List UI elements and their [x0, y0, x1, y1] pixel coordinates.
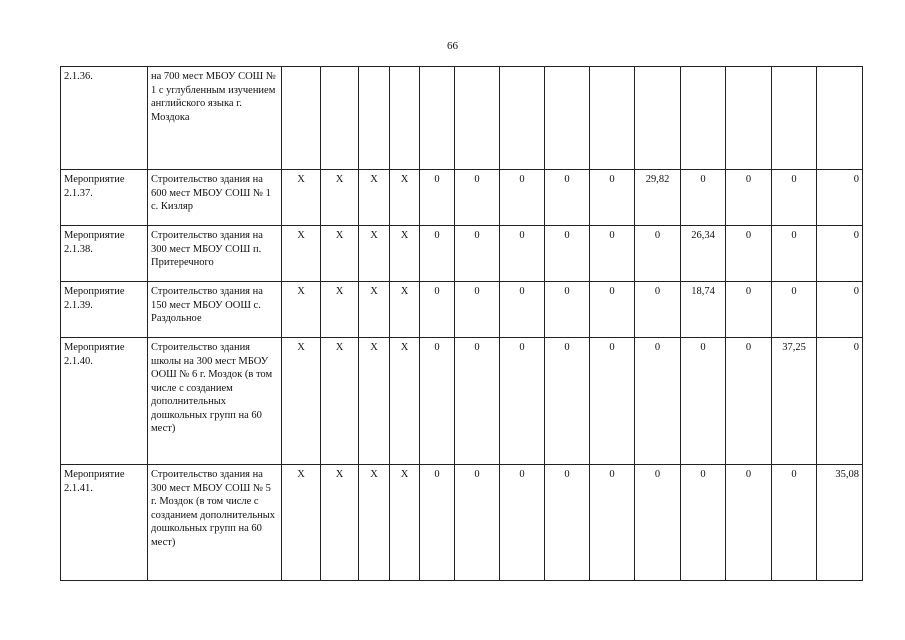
table-row	[61, 226, 863, 282]
value-cell: 0	[590, 170, 635, 226]
value-cell: 0	[817, 338, 863, 465]
value-cell: 0	[635, 226, 681, 282]
value-cell: 0	[455, 465, 500, 581]
value-cell: X	[321, 170, 359, 226]
activity-code-cell: Мероприятие 2.1.40.	[61, 338, 148, 465]
value-cell	[321, 67, 359, 170]
value-cell: 0	[455, 282, 500, 338]
value-cell: X	[282, 465, 321, 581]
value-cell	[545, 67, 590, 170]
activity-name-cell: на 700 мест МБОУ СОШ № 1 с углубленным изучением английского языка г. Моздока	[148, 67, 282, 170]
value-cell: X	[390, 338, 420, 465]
value-cell	[500, 67, 545, 170]
value-cell: 0	[681, 338, 726, 465]
value-cell: 0	[545, 282, 590, 338]
value-cell: X	[390, 282, 420, 338]
activity-code-cell: Мероприятие 2.1.39.	[61, 282, 148, 338]
value-cell: 0	[590, 282, 635, 338]
value-cell: 0	[726, 282, 772, 338]
value-cell: X	[359, 465, 390, 581]
value-cell: 29,82	[635, 170, 681, 226]
value-cell	[390, 67, 420, 170]
value-cell: 0	[455, 338, 500, 465]
value-cell	[359, 67, 390, 170]
value-cell: 0	[545, 338, 590, 465]
value-cell: X	[282, 226, 321, 282]
activity-code-cell: Мероприятие 2.1.37.	[61, 170, 148, 226]
activity-code-cell: Мероприятие 2.1.38.	[61, 226, 148, 282]
value-cell	[726, 67, 772, 170]
value-cell: X	[359, 170, 390, 226]
page-number: 66	[447, 40, 458, 52]
value-cell: 0	[545, 465, 590, 581]
value-cell: 0	[681, 170, 726, 226]
value-cell	[681, 67, 726, 170]
value-cell: 0	[772, 282, 817, 338]
table-row	[61, 338, 863, 465]
value-cell: X	[321, 338, 359, 465]
table-row	[61, 170, 863, 226]
value-cell: 0	[420, 282, 455, 338]
value-cell: X	[282, 282, 321, 338]
table-body	[61, 67, 863, 581]
activity-code-cell: 2.1.36.	[61, 67, 148, 170]
value-cell: X	[321, 465, 359, 581]
value-cell: 0	[772, 226, 817, 282]
value-cell: 0	[772, 465, 817, 581]
table-row	[61, 465, 863, 581]
value-cell: 0	[500, 226, 545, 282]
value-cell: 26,34	[681, 226, 726, 282]
value-cell: X	[359, 338, 390, 465]
table-row	[61, 67, 863, 170]
activity-name-cell: Строительство здания на 300 мест МБОУ СОШ п. Притеречного	[148, 226, 282, 282]
value-cell: 0	[817, 226, 863, 282]
value-cell: X	[282, 170, 321, 226]
value-cell: 0	[726, 170, 772, 226]
value-cell: 0	[420, 170, 455, 226]
value-cell: 0	[500, 170, 545, 226]
value-cell	[635, 67, 681, 170]
value-cell: X	[359, 282, 390, 338]
value-cell: 0	[420, 338, 455, 465]
value-cell: 0	[590, 465, 635, 581]
value-cell: 0	[726, 226, 772, 282]
value-cell: 37,25	[772, 338, 817, 465]
activity-name-cell: Строительство здания школы на 300 мест МБОУ ООШ № 6 г. Моздок (в том числе с созданием дополнительных дошкольных групп на 60 мест)	[148, 338, 282, 465]
activity-code-cell: Мероприятие 2.1.41.	[61, 465, 148, 581]
value-cell: 35,08	[817, 465, 863, 581]
value-cell: 0	[420, 226, 455, 282]
value-cell: X	[359, 226, 390, 282]
value-cell	[282, 67, 321, 170]
value-cell: 0	[681, 465, 726, 581]
value-cell: 18,74	[681, 282, 726, 338]
value-cell: 0	[500, 282, 545, 338]
value-cell: X	[321, 282, 359, 338]
program-activities-table	[60, 66, 863, 581]
value-cell: X	[390, 170, 420, 226]
value-cell: 0	[545, 170, 590, 226]
value-cell: 0	[726, 338, 772, 465]
value-cell: 0	[817, 170, 863, 226]
value-cell: 0	[420, 465, 455, 581]
value-cell: X	[390, 226, 420, 282]
value-cell	[420, 67, 455, 170]
value-cell: X	[390, 465, 420, 581]
value-cell	[455, 67, 500, 170]
table-row	[61, 282, 863, 338]
activity-name-cell: Строительство здания на 600 мест МБОУ СОШ № 1 с. Кизляр	[148, 170, 282, 226]
value-cell: X	[282, 338, 321, 465]
value-cell: 0	[726, 465, 772, 581]
value-cell: 0	[772, 170, 817, 226]
value-cell: 0	[635, 338, 681, 465]
value-cell: 0	[455, 170, 500, 226]
value-cell: 0	[545, 226, 590, 282]
value-cell	[772, 67, 817, 170]
value-cell: X	[321, 226, 359, 282]
value-cell: 0	[500, 338, 545, 465]
value-cell	[590, 67, 635, 170]
value-cell: 0	[590, 226, 635, 282]
activity-name-cell: Строительство здания на 300 мест МБОУ СОШ № 5 г. Моздок (в том числе с созданием дополнительных дошкольных групп на 60 мест)	[148, 465, 282, 581]
value-cell	[817, 67, 863, 170]
value-cell: 0	[500, 465, 545, 581]
value-cell: 0	[635, 465, 681, 581]
value-cell: 0	[635, 282, 681, 338]
value-cell: 0	[590, 338, 635, 465]
activity-name-cell: Строительство здания на 150 мест МБОУ ООШ с. Раздольное	[148, 282, 282, 338]
value-cell: 0	[455, 226, 500, 282]
value-cell: 0	[817, 282, 863, 338]
